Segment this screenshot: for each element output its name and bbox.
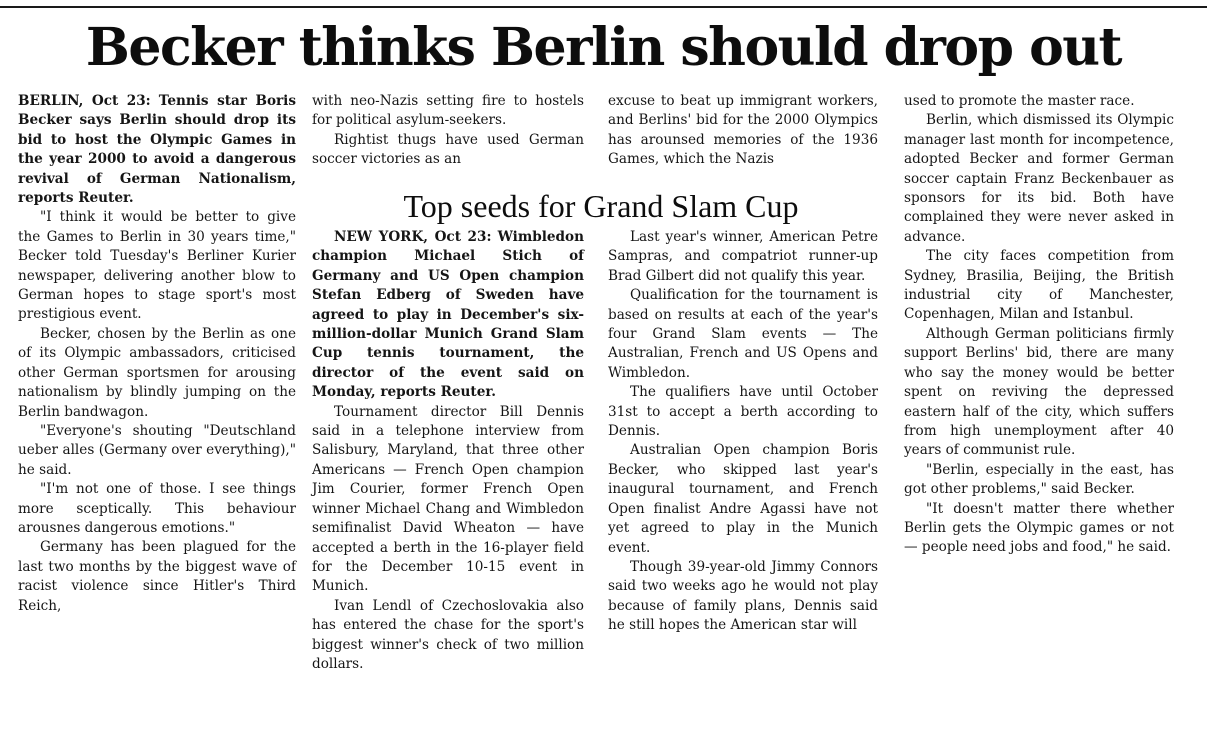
paragraph: Berlin, which dismissed its Olympic manager last month for incompetence, adopted Becker and former German soccer captain Franz Beckenbauer as sponsors for its bid. Both have complained they were never asked in advance. [904,112,1174,245]
paragraph: The qualifiers have until October 31st to accept a berth according to Dennis. [608,384,878,440]
paragraph: "It doesn't matter there whether Berlin gets the Olympic games or not — people need jobs and food," he said. [904,500,1174,556]
paragraph: Last year's winner, American Petre Sampras, and compatriot runner-up Brad Gilbert did not qualify this year. [608,229,878,284]
paragraph: "I'm not one of those. I see things more sceptically. This behaviour arousnes dangerous emotions." [18,481,296,536]
paragraph: Though 39-year-old Jimmy Connors said two weeks ago he would not play because of family plans, Dennis said he still hopes the American star will [608,558,878,634]
paragraph: Tournament director Bill Dennis said in a telephone interview from Salisbury, Maryland, that three other Americans — French Open champion Jim Courier, former French Open winner Michael Chang and Wimbledon semifinalist David Wheaton — have accepted a berth in the 16-player field for the December 10-15 event in Munich. [312,403,584,595]
paragraph: Although German politicians firmly support Berlins' bid, there are many who say the money would be better spent on reviving the depressed eastern half of the city, which suffers from high unemployment after 40 years of communist rule. [904,325,1174,459]
dateline: BERLIN, Oct 23: [18,93,151,109]
paragraph: The city faces competition from Sydney, Brasilia, Beijing, the British industrial city of Manchester, Copenhagen, Milan and Istanbul. [904,248,1174,323]
story1-column-3 [608,92,878,182]
paragraph: Germany has been plagued for the last two months by the biggest wave of racist violence since Hitler's Third Reich, [18,539,296,614]
top-rule [0,6,1207,8]
story1-column-2 [312,92,584,182]
paragraph: used to promote the master race. [904,93,1135,109]
paragraph: Rightist thugs have used German soccer victories as an [312,131,584,168]
paragraph: "I think it would be better to give the Games to Berlin in 30 years time," Becker told Tuesday's Berliner Kurier newspaper, delivering another blow to German hopes to stage sport's most prestigious event. [18,209,296,323]
paragraph: Qualification for the tournament is based on results at each of the year's four Grand Slam events — The Australian, French and US Opens and Wimbledon. [608,287,878,381]
subheadline: Top seeds for Grand Slam Cup [403,188,799,224]
story1-column-4 [904,92,1174,727]
dateline: NEW YORK, Oct 23: [334,229,492,245]
headline: Becker thinks Berlin should drop out [85,17,1122,78]
paragraph: "Berlin, especially in the east, has got other problems," said Becker. [904,461,1174,498]
story2-column-2 [312,228,584,725]
paragraph: Ivan Lendl of Czechoslovakia also has entered the chase for the sport's biggest winner's check of two million dollars. [312,597,584,672]
story2-column-3 [608,228,878,725]
paragraph: Becker, chosen by the Berlin as one of its Olympic ambassadors, criticised other German sportsmen for arousing nationalism by blindly jumping on the Berlin bandwagon. [18,325,296,420]
paragraph: NEW YORK, Oct 23: Wimbledon champion Michael Stich of Germany and US Open champion Stefan Edberg of Sweden have agreed to play in December's six-million-dollar Munich Grand Slam Cup tennis tournament, the director of the event said on Monday, reports Reuter. [312,229,584,401]
paragraph: Australian Open champion Boris Becker, who skipped last year's inaugural tournament, and French Open finalist Andre Agassi have not yet agreed to play in the Munich event. [608,442,878,556]
paragraph: excuse to beat up immigrant workers, and Berlins' bid for the 2000 Olympics has arounsed memories of the 1936 Games, which the Nazis [608,93,878,168]
story1-column-1 [18,92,296,727]
paragraph: BERLIN, Oct 23: Tennis star Boris Becker says Berlin should drop its bid to host the Olympic Games in the year 2000 to avoid a dangerous revival of German Nationalism, reports Reuter. [18,93,296,207]
paragraph: "Everyone's shouting "Deutschland ueber alles (Germany over everything)," he said. [18,422,296,478]
paragraph: with neo-Nazis setting fire to hostels for political asylum-seekers. [312,93,584,129]
